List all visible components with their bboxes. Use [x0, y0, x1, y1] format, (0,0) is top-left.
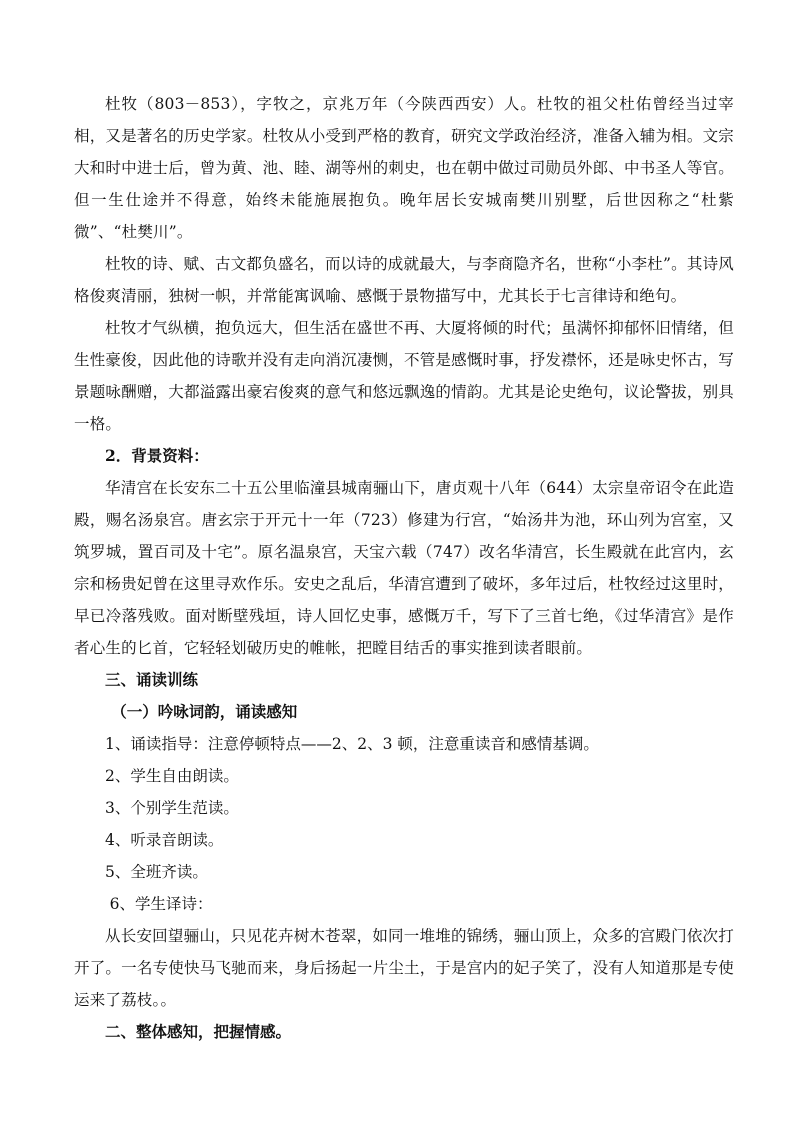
background-heading: 2．背景资料： — [105, 446, 209, 465]
poet-character-paragraph: 杜牧才气纵横，抱负远大，但生活在盛世不再、大厦将倾的时代；虽满怀抑郁怀旧情绪，但生性豪俊，因此他的诗歌并没有走向消沉凄恻，不管是感慨时事，抒发襟怀，还是咏史怀古，写景题咏酬赠，大都溢露出豪宕俊爽的意气和悠远飘逸的情韵。尤其是论史绝句，议论警拔，别具一格。 — [74, 319, 734, 433]
step-item: 3、个别学生范读。 — [105, 799, 239, 817]
author-bio-paragraph: 杜牧（803－853），字牧之，京兆万年（今陕西西安）人。杜牧的祖父杜佑曾经当过宰相，又是著名的历史学家。杜牧从小受到严格的教育，研究文学政治经济，准备入辅为相。文宗大和时中进士后，曾为黄、池、睦、湖等州的刺史，也在朝中做过司勋员外郎、中书圣人等官。但一生仕途并不得意，始终未能施展抱负。晚年居长安城南樊川别墅，后世因称之“杜紫微”、“杜樊川”。 — [74, 95, 734, 241]
document-body — [74, 88, 734, 1048]
poem-translation-paragraph: 从长安回望骊山，只见花卉树木苍翠，如同一堆堆的锦绣，骊山顶上，众多的宫殿门依次打开了。一名专使快马飞驰而来，身后扬起一片尘土，于是宫内的妃子笑了，没有人知道那是专使运来了荔枝。。 — [74, 927, 734, 1009]
step-item: 1、诵读指导：注意停顿特点——2、2、3 顿，注意重读音和感情基调。 — [105, 735, 599, 753]
background-paragraph: 华清宫在长安东二十五公里临潼县城南骊山下，唐贞观十八年（644）太宗皇帝诏令在此造殿，赐名汤泉宫。唐玄宗于开元十一年（723）修建为行宫，“始汤井为池，环山列为宫室，又筑罗城，置百司及十宅”。原名温泉宫，天宝六载（747）改名华清宫，长生殿就在此宫内，玄宗和杨贵妃曾在这里寻欢作乐。安史之乱后，华清宫遭到了破坏，多年过后，杜牧经过这里时，早已冷落残败。面对断壁残垣，诗人回忆史事，感慨万千，写下了三首七绝，《过华清宫》是作者心生的匕首，它轻轻划破历史的帷帐，把瞠目结舌的事实推到读者眼前。 — [74, 479, 734, 657]
step-item: 2、学生自由朗读。 — [105, 767, 239, 785]
recitation-subheading: （一）吟咏词韵，诵读感知 — [111, 702, 298, 721]
step-item: 4、听录音朗读。 — [105, 831, 224, 849]
poetry-reputation-paragraph: 杜牧的诗、赋、古文都负盛名，而以诗的成就最大，与李商隐齐名，世称“小李杜”。其诗风格俊爽清丽，独树一帜，并常能寓讽喻、感慨于景物描写中，尤其长于七言律诗和绝句。 — [74, 255, 734, 305]
recitation-section-heading: 三、诵读训练 — [105, 670, 199, 689]
step-item: 5、全班齐读。 — [105, 863, 208, 881]
overall-perception-heading: 二、整体感知，把握情感。 — [105, 1022, 292, 1041]
step-item-translate: 6、学生译诗： — [109, 895, 213, 913]
